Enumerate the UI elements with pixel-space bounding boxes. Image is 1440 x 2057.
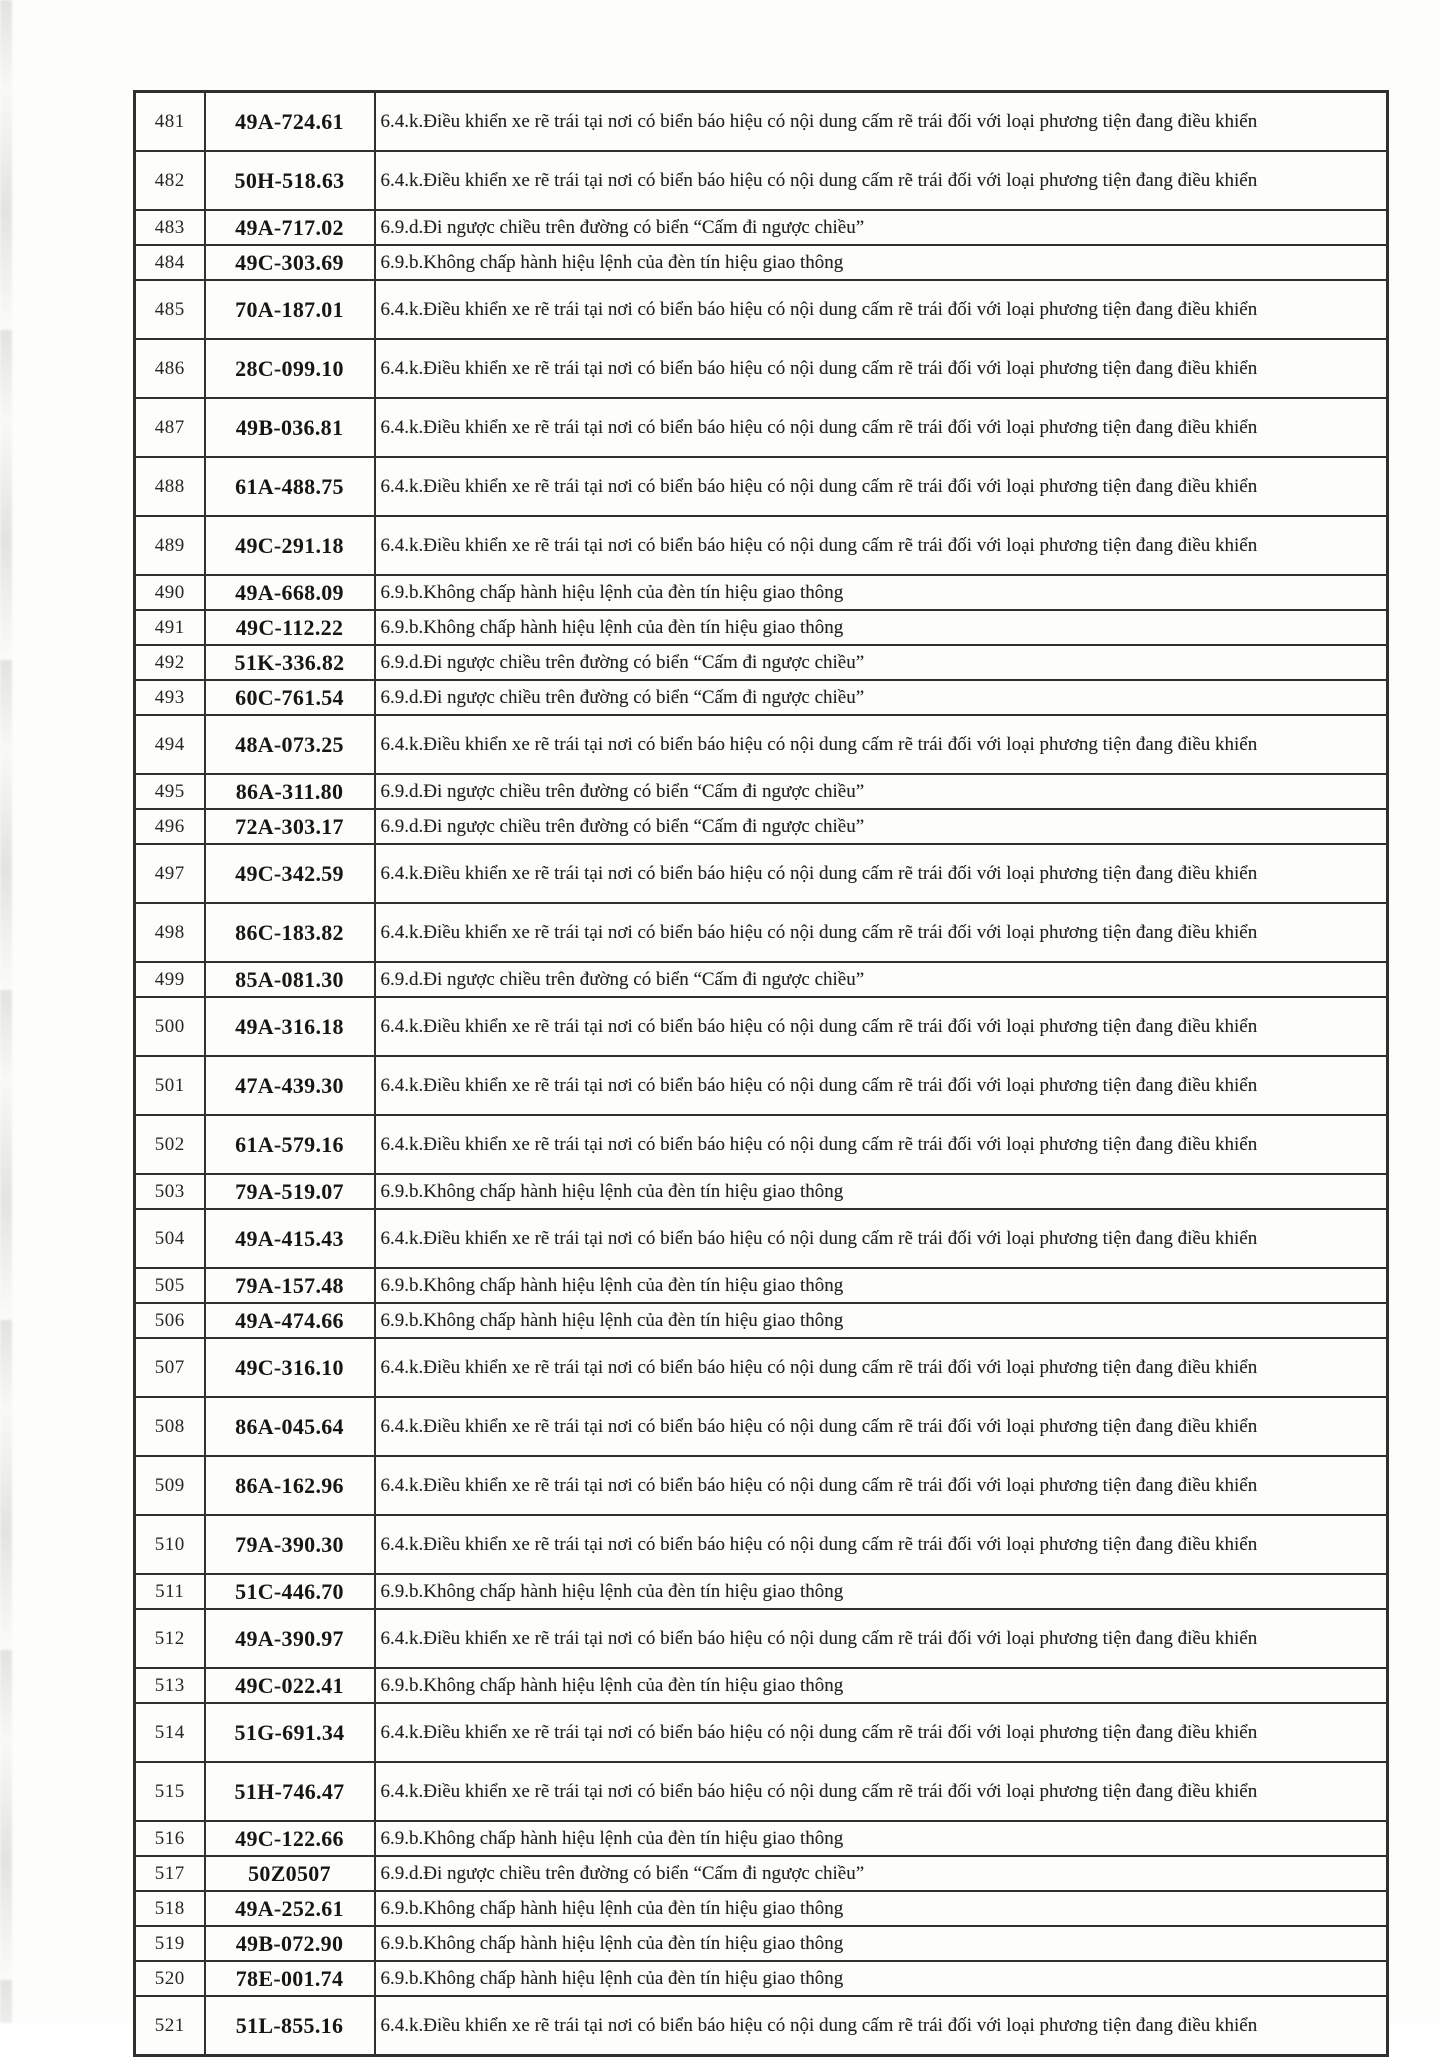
row-number-cell: 499 [135, 962, 205, 997]
violation-description-cell: 6.4.k.Điều khiển xe rẽ trái tại nơi có biển báo hiệu có nội dung cấm rẽ trái đối với loại phương tiện đang điều khiển [375, 280, 1388, 339]
violation-description-cell: 6.9.b.Không chấp hành hiệu lệnh của đèn tín hiệu giao thông [375, 1961, 1388, 1996]
violation-description-cell: 6.4.k.Điều khiển xe rẽ trái tại nơi có biển báo hiệu có nội dung cấm rẽ trái đối với loại phương tiện đang điều khiển [375, 1609, 1388, 1668]
license-plate-cell: 51G-691.34 [205, 1703, 375, 1762]
table-row [135, 903, 1388, 962]
violation-description-cell: 6.9.b.Không chấp hành hiệu lệnh của đèn tín hiệu giao thông [375, 1926, 1388, 1961]
table-row [135, 92, 1388, 152]
table-row [135, 610, 1388, 645]
violation-description-cell: 6.4.k.Điều khiển xe rẽ trái tại nơi có biển báo hiệu có nội dung cấm rẽ trái đối với loại phương tiện đang điều khiển [375, 1703, 1388, 1762]
row-number-cell: 513 [135, 1668, 205, 1703]
row-number-cell: 504 [135, 1209, 205, 1268]
row-number-cell: 520 [135, 1961, 205, 1996]
row-number-cell: 488 [135, 457, 205, 516]
row-number-cell: 496 [135, 809, 205, 844]
violation-description-cell: 6.9.d.Đi ngược chiều trên đường có biển “Cấm đi ngược chiều” [375, 645, 1388, 680]
table-row [135, 1515, 1388, 1574]
license-plate-cell: 49C-316.10 [205, 1338, 375, 1397]
row-number-cell: 514 [135, 1703, 205, 1762]
license-plate-cell: 49C-112.22 [205, 610, 375, 645]
table-row [135, 575, 1388, 610]
violation-description-cell: 6.9.b.Không chấp hành hiệu lệnh của đèn tín hiệu giao thông [375, 1891, 1388, 1926]
table-row [135, 1996, 1388, 2056]
license-plate-cell: 48A-073.25 [205, 715, 375, 774]
table-row [135, 1609, 1388, 1668]
row-number-cell: 487 [135, 398, 205, 457]
row-number-cell: 489 [135, 516, 205, 575]
license-plate-cell: 78E-001.74 [205, 1961, 375, 1996]
license-plate-cell: 51L-855.16 [205, 1996, 375, 2056]
table-row [135, 398, 1388, 457]
table-row [135, 1174, 1388, 1209]
table-row [135, 1668, 1388, 1703]
violation-description-cell: 6.9.b.Không chấp hành hiệu lệnh của đèn tín hiệu giao thông [375, 1303, 1388, 1338]
row-number-cell: 491 [135, 610, 205, 645]
row-number-cell: 485 [135, 280, 205, 339]
license-plate-cell: 50Z0507 [205, 1856, 375, 1891]
table-row [135, 1397, 1388, 1456]
table-row [135, 245, 1388, 280]
violation-description-cell: 6.4.k.Điều khiển xe rẽ trái tại nơi có biển báo hiệu có nội dung cấm rẽ trái đối với loại phương tiện đang điều khiển [375, 1397, 1388, 1456]
row-number-cell: 490 [135, 575, 205, 610]
violation-description-cell: 6.4.k.Điều khiển xe rẽ trái tại nơi có biển báo hiệu có nội dung cấm rẽ trái đối với loại phương tiện đang điều khiển [375, 844, 1388, 903]
table-row [135, 645, 1388, 680]
table-row [135, 1703, 1388, 1762]
violation-description-cell: 6.9.b.Không chấp hành hiệu lệnh của đèn tín hiệu giao thông [375, 610, 1388, 645]
table-row [135, 1891, 1388, 1926]
table-row [135, 1574, 1388, 1609]
violation-description-cell: 6.9.d.Đi ngược chiều trên đường có biển “Cấm đi ngược chiều” [375, 809, 1388, 844]
violation-description-cell: 6.4.k.Điều khiển xe rẽ trái tại nơi có biển báo hiệu có nội dung cấm rẽ trái đối với loại phương tiện đang điều khiển [375, 1456, 1388, 1515]
license-plate-cell: 49B-036.81 [205, 398, 375, 457]
violation-description-cell: 6.4.k.Điều khiển xe rẽ trái tại nơi có biển báo hiệu có nội dung cấm rẽ trái đối với loại phương tiện đang điều khiển [375, 1115, 1388, 1174]
license-plate-cell: 49C-342.59 [205, 844, 375, 903]
violations-table-body [135, 92, 1388, 2056]
row-number-cell: 493 [135, 680, 205, 715]
table-row [135, 1056, 1388, 1115]
violation-description-cell: 6.4.k.Điều khiển xe rẽ trái tại nơi có biển báo hiệu có nội dung cấm rẽ trái đối với loại phương tiện đang điều khiển [375, 339, 1388, 398]
row-number-cell: 502 [135, 1115, 205, 1174]
row-number-cell: 505 [135, 1268, 205, 1303]
license-plate-cell: 49C-291.18 [205, 516, 375, 575]
violation-description-cell: 6.9.b.Không chấp hành hiệu lệnh của đèn tín hiệu giao thông [375, 575, 1388, 610]
license-plate-cell: 49A-390.97 [205, 1609, 375, 1668]
violation-description-cell: 6.4.k.Điều khiển xe rẽ trái tại nơi có biển báo hiệu có nội dung cấm rẽ trái đối với loại phương tiện đang điều khiển [375, 903, 1388, 962]
table-row [135, 516, 1388, 575]
table-row [135, 1856, 1388, 1891]
license-plate-cell: 86C-183.82 [205, 903, 375, 962]
table-row [135, 210, 1388, 245]
license-plate-cell: 86A-162.96 [205, 1456, 375, 1515]
license-plate-cell: 49A-668.09 [205, 575, 375, 610]
table-row [135, 1926, 1388, 1961]
row-number-cell: 515 [135, 1762, 205, 1821]
violation-description-cell: 6.9.b.Không chấp hành hiệu lệnh của đèn tín hiệu giao thông [375, 1668, 1388, 1703]
table-row [135, 1456, 1388, 1515]
table-row [135, 680, 1388, 715]
violation-description-cell: 6.4.k.Điều khiển xe rẽ trái tại nơi có biển báo hiệu có nội dung cấm rẽ trái đối với loại phương tiện đang điều khiển [375, 398, 1388, 457]
license-plate-cell: 79A-157.48 [205, 1268, 375, 1303]
table-row [135, 844, 1388, 903]
table-row [135, 715, 1388, 774]
table-row [135, 962, 1388, 997]
license-plate-cell: 47A-439.30 [205, 1056, 375, 1115]
violation-description-cell: 6.9.b.Không chấp hành hiệu lệnh của đèn tín hiệu giao thông [375, 245, 1388, 280]
violation-description-cell: 6.4.k.Điều khiển xe rẽ trái tại nơi có biển báo hiệu có nội dung cấm rẽ trái đối với loại phương tiện đang điều khiển [375, 1209, 1388, 1268]
license-plate-cell: 85A-081.30 [205, 962, 375, 997]
license-plate-cell: 49C-303.69 [205, 245, 375, 280]
table-row [135, 457, 1388, 516]
violation-description-cell: 6.9.d.Đi ngược chiều trên đường có biển “Cấm đi ngược chiều” [375, 680, 1388, 715]
license-plate-cell: 50H-518.63 [205, 151, 375, 210]
table-row [135, 339, 1388, 398]
row-number-cell: 521 [135, 1996, 205, 2056]
scan-edge-shadow [0, 0, 12, 2023]
violation-description-cell: 6.4.k.Điều khiển xe rẽ trái tại nơi có biển báo hiệu có nội dung cấm rẽ trái đối với loại phương tiện đang điều khiển [375, 1056, 1388, 1115]
violation-description-cell: 6.4.k.Điều khiển xe rẽ trái tại nơi có biển báo hiệu có nội dung cấm rẽ trái đối với loại phương tiện đang điều khiển [375, 1338, 1388, 1397]
license-plate-cell: 79A-519.07 [205, 1174, 375, 1209]
table-row [135, 774, 1388, 809]
license-plate-cell: 60C-761.54 [205, 680, 375, 715]
license-plate-cell: 86A-311.80 [205, 774, 375, 809]
row-number-cell: 508 [135, 1397, 205, 1456]
license-plate-cell: 49A-717.02 [205, 210, 375, 245]
row-number-cell: 498 [135, 903, 205, 962]
license-plate-cell: 49A-316.18 [205, 997, 375, 1056]
license-plate-cell: 51H-746.47 [205, 1762, 375, 1821]
license-plate-cell: 61A-488.75 [205, 457, 375, 516]
row-number-cell: 492 [135, 645, 205, 680]
table-row [135, 151, 1388, 210]
row-number-cell: 486 [135, 339, 205, 398]
violation-description-cell: 6.9.d.Đi ngược chiều trên đường có biển “Cấm đi ngược chiều” [375, 1856, 1388, 1891]
license-plate-cell: 72A-303.17 [205, 809, 375, 844]
violation-description-cell: 6.9.b.Không chấp hành hiệu lệnh của đèn tín hiệu giao thông [375, 1821, 1388, 1856]
row-number-cell: 494 [135, 715, 205, 774]
license-plate-cell: 61A-579.16 [205, 1115, 375, 1174]
violation-description-cell: 6.9.d.Đi ngược chiều trên đường có biển “Cấm đi ngược chiều” [375, 210, 1388, 245]
row-number-cell: 516 [135, 1821, 205, 1856]
license-plate-cell: 49C-022.41 [205, 1668, 375, 1703]
violation-description-cell: 6.4.k.Điều khiển xe rẽ trái tại nơi có biển báo hiệu có nội dung cấm rẽ trái đối với loại phương tiện đang điều khiển [375, 997, 1388, 1056]
license-plate-cell: 51C-446.70 [205, 1574, 375, 1609]
row-number-cell: 517 [135, 1856, 205, 1891]
license-plate-cell: 70A-187.01 [205, 280, 375, 339]
table-row [135, 280, 1388, 339]
license-plate-cell: 28C-099.10 [205, 339, 375, 398]
row-number-cell: 512 [135, 1609, 205, 1668]
violation-description-cell: 6.9.d.Đi ngược chiều trên đường có biển “Cấm đi ngược chiều” [375, 962, 1388, 997]
table-row [135, 1762, 1388, 1821]
row-number-cell: 501 [135, 1056, 205, 1115]
table-row [135, 1209, 1388, 1268]
violation-description-cell: 6.9.d.Đi ngược chiều trên đường có biển “Cấm đi ngược chiều” [375, 774, 1388, 809]
row-number-cell: 518 [135, 1891, 205, 1926]
row-number-cell: 510 [135, 1515, 205, 1574]
table-row [135, 1821, 1388, 1856]
license-plate-cell: 51K-336.82 [205, 645, 375, 680]
row-number-cell: 484 [135, 245, 205, 280]
violation-description-cell: 6.4.k.Điều khiển xe rẽ trái tại nơi có biển báo hiệu có nội dung cấm rẽ trái đối với loại phương tiện đang điều khiển [375, 457, 1388, 516]
violation-description-cell: 6.4.k.Điều khiển xe rẽ trái tại nơi có biển báo hiệu có nội dung cấm rẽ trái đối với loại phương tiện đang điều khiển [375, 516, 1388, 575]
table-row [135, 1303, 1388, 1338]
violations-table [133, 90, 1389, 2057]
table-row [135, 1338, 1388, 1397]
license-plate-cell: 86A-045.64 [205, 1397, 375, 1456]
row-number-cell: 503 [135, 1174, 205, 1209]
row-number-cell: 519 [135, 1926, 205, 1961]
license-plate-cell: 49C-122.66 [205, 1821, 375, 1856]
violation-description-cell: 6.9.b.Không chấp hành hiệu lệnh của đèn tín hiệu giao thông [375, 1268, 1388, 1303]
table-row [135, 809, 1388, 844]
violation-description-cell: 6.9.b.Không chấp hành hiệu lệnh của đèn tín hiệu giao thông [375, 1574, 1388, 1609]
row-number-cell: 497 [135, 844, 205, 903]
row-number-cell: 482 [135, 151, 205, 210]
license-plate-cell: 79A-390.30 [205, 1515, 375, 1574]
row-number-cell: 511 [135, 1574, 205, 1609]
table-row [135, 1268, 1388, 1303]
license-plate-cell: 49A-724.61 [205, 92, 375, 152]
table-row [135, 1115, 1388, 1174]
row-number-cell: 509 [135, 1456, 205, 1515]
row-number-cell: 483 [135, 210, 205, 245]
license-plate-cell: 49A-415.43 [205, 1209, 375, 1268]
violation-description-cell: 6.4.k.Điều khiển xe rẽ trái tại nơi có biển báo hiệu có nội dung cấm rẽ trái đối với loại phương tiện đang điều khiển [375, 1996, 1388, 2056]
license-plate-cell: 49A-252.61 [205, 1891, 375, 1926]
violation-description-cell: 6.4.k.Điều khiển xe rẽ trái tại nơi có biển báo hiệu có nội dung cấm rẽ trái đối với loại phương tiện đang điều khiển [375, 151, 1388, 210]
table-row [135, 1961, 1388, 1996]
table-row [135, 997, 1388, 1056]
row-number-cell: 495 [135, 774, 205, 809]
row-number-cell: 481 [135, 92, 205, 152]
license-plate-cell: 49B-072.90 [205, 1926, 375, 1961]
row-number-cell: 500 [135, 997, 205, 1056]
license-plate-cell: 49A-474.66 [205, 1303, 375, 1338]
violation-description-cell: 6.9.b.Không chấp hành hiệu lệnh của đèn tín hiệu giao thông [375, 1174, 1388, 1209]
row-number-cell: 507 [135, 1338, 205, 1397]
violation-description-cell: 6.4.k.Điều khiển xe rẽ trái tại nơi có biển báo hiệu có nội dung cấm rẽ trái đối với loại phương tiện đang điều khiển [375, 1762, 1388, 1821]
violation-description-cell: 6.4.k.Điều khiển xe rẽ trái tại nơi có biển báo hiệu có nội dung cấm rẽ trái đối với loại phương tiện đang điều khiển [375, 1515, 1388, 1574]
violation-description-cell: 6.4.k.Điều khiển xe rẽ trái tại nơi có biển báo hiệu có nội dung cấm rẽ trái đối với loại phương tiện đang điều khiển [375, 92, 1388, 152]
row-number-cell: 506 [135, 1303, 205, 1338]
violation-description-cell: 6.4.k.Điều khiển xe rẽ trái tại nơi có biển báo hiệu có nội dung cấm rẽ trái đối với loại phương tiện đang điều khiển [375, 715, 1388, 774]
